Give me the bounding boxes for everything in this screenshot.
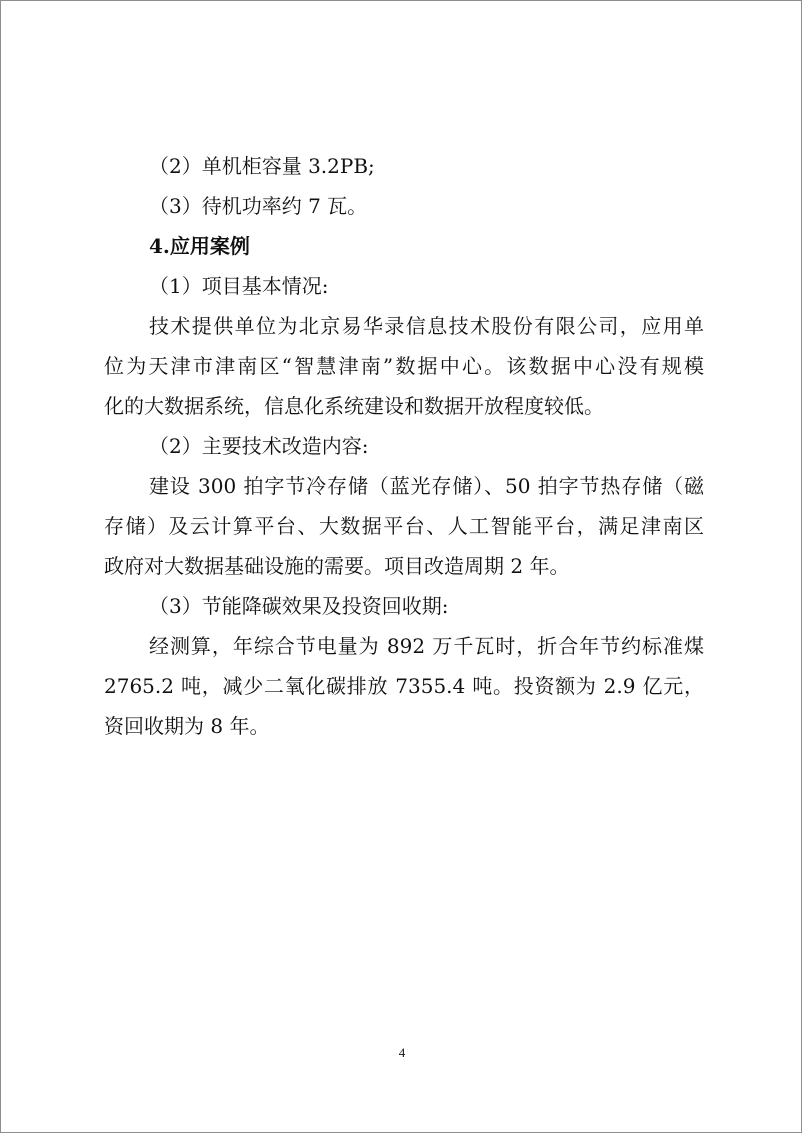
body-text: [104, 146, 704, 746]
paragraph-line: 政府对大数据基础设施的需要。项目改造周期 2 年。: [104, 554, 570, 578]
paragraph-line: 化的大数据系统，信息化系统建设和数据开放程度较低。: [104, 394, 604, 418]
spec-item: （2）单机柜容量 3.2PB;: [149, 154, 375, 178]
section-heading: 4.应用案例: [149, 234, 250, 258]
subsection-label: （3）节能降碳效果及投资回收期:: [149, 594, 449, 618]
paragraph-line: 存储）及云计算平台、大数据平台、人工智能平台，满足津南区: [104, 514, 704, 538]
page-number: 4: [398, 1045, 406, 1060]
paragraph-line: 技术提供单位为北京易华录信息技术股份有限公司，应用单: [149, 314, 704, 338]
paragraph-line: 资回收期为 8 年。: [104, 714, 270, 738]
spec-item: （3）待机功率约 7 瓦。: [149, 194, 368, 218]
subsection-label: （1）项目基本情况:: [149, 274, 329, 298]
subsection-label: （2）主要技术改造内容:: [149, 434, 369, 458]
paragraph-line: 经测算，年综合节电量为 892 万千瓦时，折合年节约标准煤: [149, 634, 704, 658]
paragraph-line: 位为天津市津南区“智慧津南”数据中心。该数据中心没有规模: [104, 354, 704, 378]
paragraph-line: 建设 300 拍字节冷存储（蓝光存储）、50 拍字节热存储（磁: [149, 474, 704, 498]
paragraph-line: 2765.2 吨，减少二氧化碳排放 7355.4 吨。投资额为 2.9 亿元，: [104, 674, 704, 698]
